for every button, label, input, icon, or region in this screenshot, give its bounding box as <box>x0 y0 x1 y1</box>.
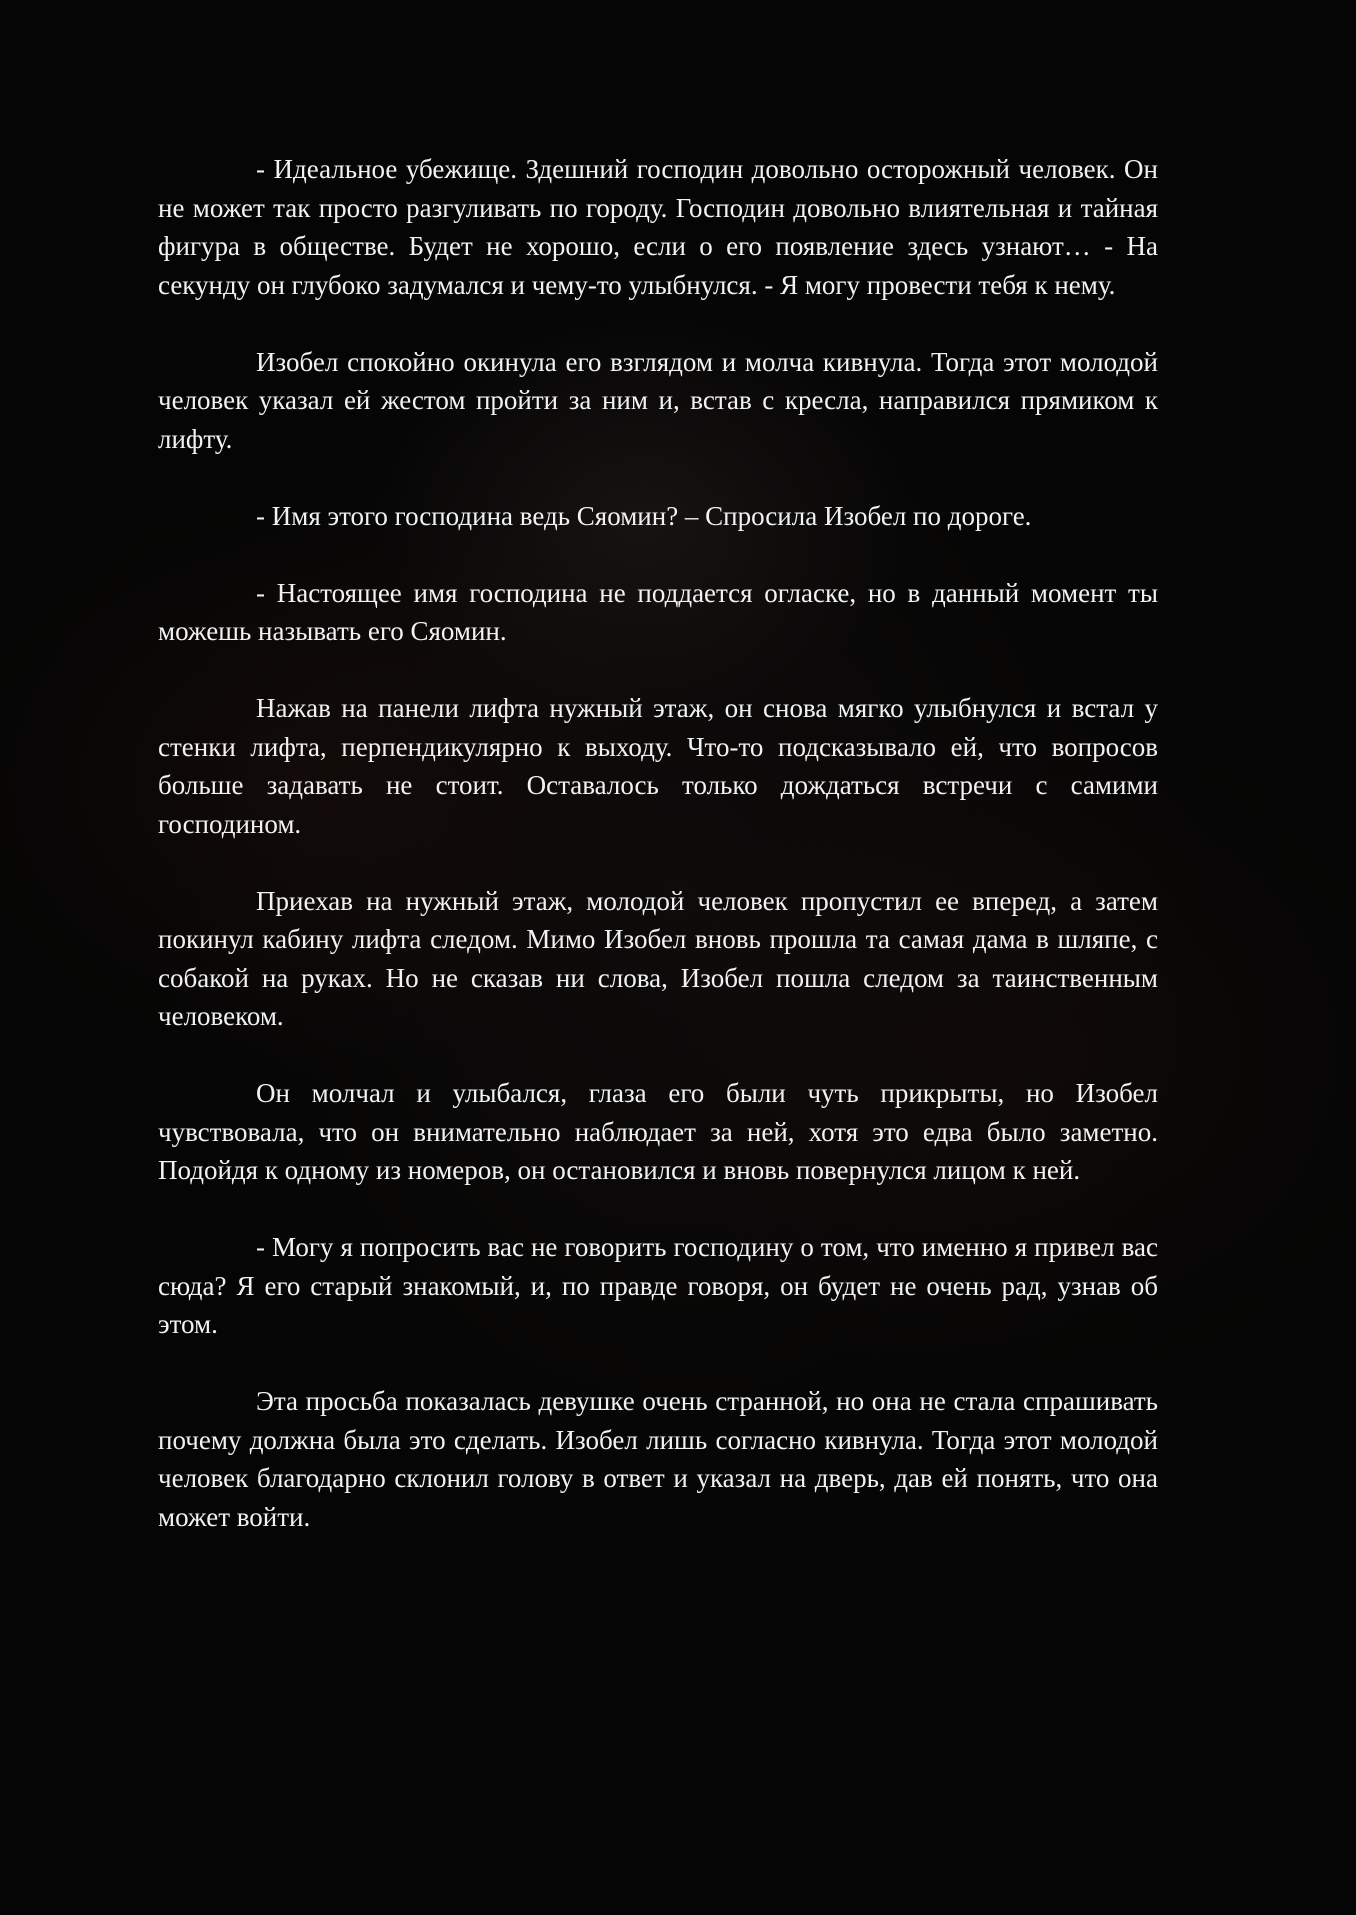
paragraph-1: - Идеальное убежище. Здешний господин довольно осторожный человек. Он не может так просто разгуливать по городу. Господин довольно влиятельная и тайная фигура в обществе. Будет не хорошо, если о его появление здесь узнают… - На секунду он глубоко задумался и чему-то улыбнулся. - Я могу провести тебя к нему. <box>158 154 1158 300</box>
paragraph-6: Приехав на нужный этаж, молодой человек пропустил ее вперед, а затем покинул кабину лифта следом. Мимо Изобел вновь прошла та самая дама в шляпе, с собакой на руках. Но не сказав ни слова, Изобел пошла следом за таинственным человеком. <box>158 885 1158 1031</box>
story-text <box>158 150 1158 1575</box>
paragraph-8: - Могу я попросить вас не говорить господину о том, что именно я привел вас сюда? Я его старый знакомый, и, по правде говоря, он будет не очень рад, узнав об этом. <box>158 1232 1158 1339</box>
paragraph-7: Он молчал и улыбался, глаза его были чуть прикрыты, но Изобел чувствовала, что он внимательно наблюдает за ней, хотя это едва было заметно. Подойдя к одному из номеров, он остановился и вновь повернулся лицом к ней. <box>158 1078 1158 1185</box>
paragraph-9: Эта просьба показалась девушке очень странной, но она не стала спрашивать почему должна была это сделать. Изобел лишь согласно кивнула. Тогда этот молодой человек благодарно склонил голову в ответ и указал на дверь, дав ей понять, что она может войти. <box>158 1386 1158 1532</box>
paragraph-2: Изобел спокойно окинула его взглядом и молча кивнула. Тогда этот молодой человек указал ей жестом пройти за ним и, встав с кресла, направился прямиком к лифту. <box>158 346 1158 454</box>
paragraph-3: - Имя этого господина ведь Сяомин? – Спросила Изобел по дороге. <box>256 500 1032 531</box>
paragraph-5: Нажав на панели лифта нужный этаж, он снова мягко улыбнулся и встал у стенки лифта, перпендикулярно к выходу. Что-то подсказывало ей, что вопросов больше задавать не стоит. Оставалось только дождаться встречи с самими господином. <box>158 693 1158 839</box>
paragraph-4: - Настоящее имя господина не поддается огласке, но в данный момент ты можешь называть его Сяомин. <box>158 577 1158 646</box>
